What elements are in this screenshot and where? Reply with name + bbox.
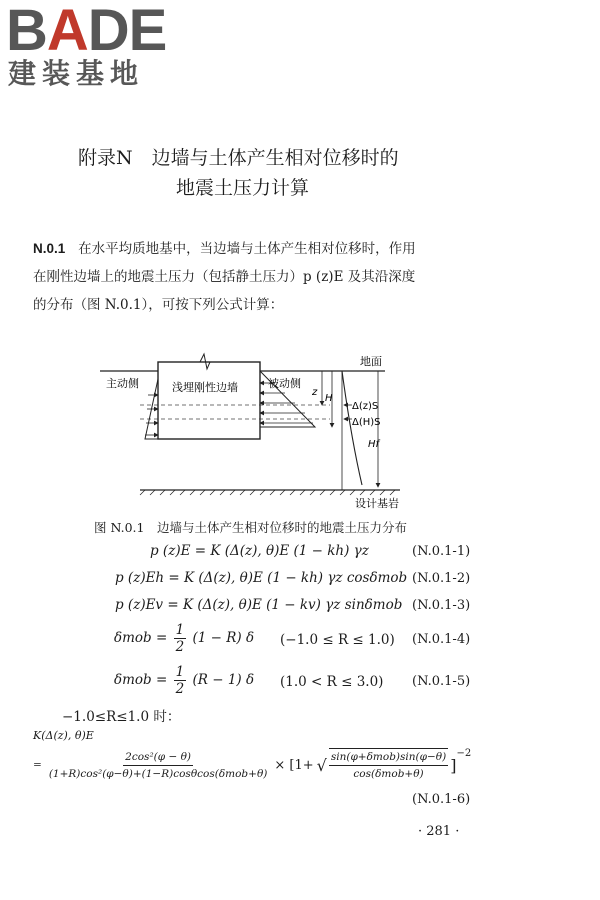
equation-3-number: (N.0.1-3) bbox=[412, 598, 471, 613]
displacement-H-label: Δ(H)S bbox=[352, 417, 381, 428]
bedrock-label: 设计基岩 bbox=[355, 497, 399, 510]
dim-Hf-label: Hf bbox=[368, 439, 380, 450]
equation-1: p (z)E = K (Δ(z), θ)E (1 − kh) γz bbox=[150, 543, 369, 559]
rigid-wall bbox=[158, 362, 260, 439]
passive-side-label: 被动侧 bbox=[268, 377, 301, 390]
section-paragraph-line2: 在刚性边墙上的地震土压力（包括静土压力）p (z)E 及其沿深度 bbox=[33, 269, 416, 285]
displacement-curve bbox=[342, 371, 362, 485]
condition-line: −1.0≤R≤1.0 时： bbox=[62, 709, 181, 725]
logo-brand: BADE bbox=[6, 0, 167, 63]
equation-5-condition: (1.0 < R ≤ 3.0) bbox=[280, 674, 384, 690]
appendix-title-line2: 地震土压力计算 bbox=[176, 177, 310, 199]
equation-5: δmob = $\frac{1}{2}$ (R − 1) δ bbox=[114, 664, 255, 697]
k-label: K(Δ(z), θ)E bbox=[33, 729, 94, 742]
section-paragraph-line1: N.0.1 在水平均质地基中，当边墙与土体产生相对位移时，作用 bbox=[33, 241, 416, 257]
equation-3: p (z)Ev = K (Δ(z), θ)E (1 − kv) γz sinδmob bbox=[115, 597, 403, 613]
big-formula-numerator: 2cos²(φ − θ) bbox=[123, 749, 193, 766]
dim-H-label: H bbox=[325, 393, 333, 404]
big-formula: = $\frac{\text{2cos²(φ − θ)}}{\text{(1+R)cos²(φ−θ)+(1−R)cosθcos(δmob+θ)}}$ × [1+ √ $\frac{\text{sin(φ+δmob)sin(φ−θ)}}{\text{cos(δmob+θ)}}$ ] $^{-2}$ bbox=[33, 747, 472, 780]
equation-4-condition: (−1.0 ≤ R ≤ 1.0) bbox=[280, 632, 395, 648]
equation-5-number: (N.0.1-5) bbox=[412, 674, 471, 689]
big-formula-root-denominator: cos(δmob+θ) bbox=[353, 768, 424, 780]
appendix-title-line1: 附录N 边墙与土体产生相对位移时的 bbox=[78, 147, 399, 169]
big-formula-denominator: (1+R)cos²(φ−θ)+(1−R)cosθcos(δmob+θ) bbox=[48, 767, 268, 780]
equation-2: p (z)Eh = K (Δ(z), θ)E (1 − kh) γz cosδmob bbox=[115, 570, 408, 586]
section-number: N.0.1 bbox=[33, 241, 66, 256]
section-paragraph-line3: 的分布（图 N.0.1），可按下列公式计算： bbox=[33, 297, 284, 313]
logo-subtitle: 建装基地 bbox=[8, 57, 145, 90]
page-number: · 281 · bbox=[418, 824, 460, 839]
equation-6-number: (N.0.1-6) bbox=[412, 792, 471, 807]
figure-caption: 图 N.0.1 边墙与土体产生相对位移时的地震土压力分布 bbox=[94, 520, 407, 535]
dim-z-label: z bbox=[312, 387, 318, 398]
equation-4-number: (N.0.1-4) bbox=[412, 632, 471, 647]
ground-label: 地面 bbox=[360, 355, 382, 368]
big-formula-exponent: −2 bbox=[456, 747, 472, 759]
equation-2-number: (N.0.1-2) bbox=[412, 571, 471, 586]
displacement-z-label: Δ(z)S bbox=[352, 401, 379, 412]
active-side-label: 主动侧 bbox=[106, 377, 139, 390]
equation-4: δmob = $\frac{1}{2}$ (1 − R) δ bbox=[114, 622, 255, 655]
equation-1-number: (N.0.1-1) bbox=[412, 544, 471, 559]
earth-pressure-figure bbox=[100, 345, 430, 510]
wall-label: 浅埋刚性边墙 bbox=[172, 381, 238, 394]
big-formula-root-numerator: sin(φ+δmob)sin(φ−θ) bbox=[329, 749, 448, 766]
logo-accent-letter: A bbox=[46, 0, 88, 63]
